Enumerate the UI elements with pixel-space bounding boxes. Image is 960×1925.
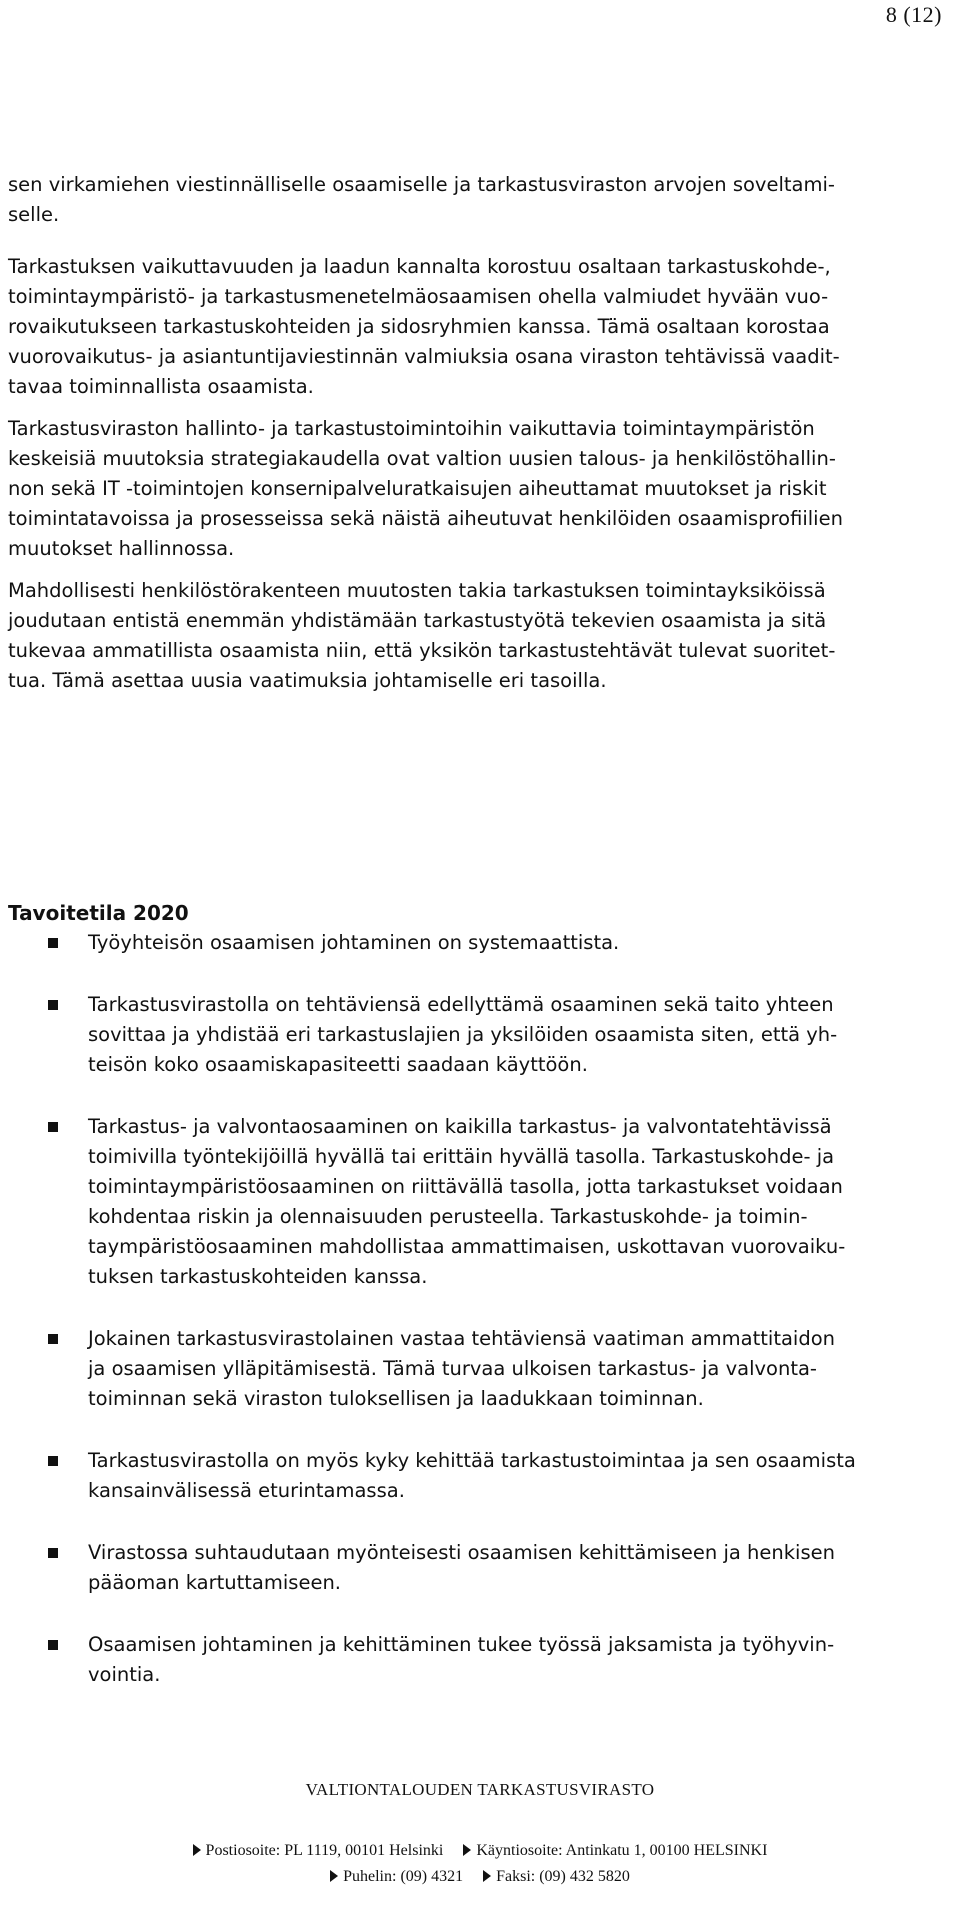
paragraph-2 bbox=[8, 252, 948, 402]
goal-line: toiminnan sekä viraston tuloksellisen ja laadukkaan toiminnan. bbox=[88, 1387, 704, 1410]
paragraph-line: Tarkastusviraston hallinto- ja tarkastustoimintoihin vaikuttavia toimintaympäristön bbox=[8, 417, 815, 440]
goal-item-3 bbox=[8, 1112, 948, 1292]
paragraph-line: joudutaan entistä enemmän yhdistämään tarkastustyötä tekevien osaamista ja sitä bbox=[8, 609, 827, 632]
goal-line: Tarkastusvirastolla on tehtäviensä edellyttämä osaaminen sekä taito yhteen bbox=[88, 993, 834, 1016]
visiting-address: Käyntiosoite: Antinkatu 1, 00100 HELSINKI bbox=[476, 1842, 768, 1859]
square-bullet-icon bbox=[48, 1000, 58, 1010]
page-number: 8 (12) bbox=[885, 2, 942, 27]
paragraph-line: non sekä IT -toimintojen konsernipalveluratkaisujen aiheuttamat muutokset ja riskit bbox=[8, 477, 827, 500]
goal-item-6 bbox=[8, 1538, 948, 1598]
footer-visiting bbox=[463, 1842, 767, 1860]
goal-line: kohdentaa riskin ja olennaisuuden perusteella. Tarkastuskohde- ja toimin- bbox=[88, 1205, 808, 1228]
goal-line: Tarkastus- ja valvontaosaaminen on kaikilla tarkastus- ja valvontatehtävissä bbox=[88, 1115, 832, 1138]
triangle-right-icon bbox=[483, 1870, 491, 1882]
goal-line: pääoman kartuttamiseen. bbox=[88, 1571, 341, 1594]
paragraph-line: selle. bbox=[8, 203, 60, 226]
triangle-right-icon bbox=[463, 1844, 471, 1856]
goal-line: ja osaamisen ylläpitämisestä. Tämä turvaa ulkoisen tarkastus- ja valvonta- bbox=[88, 1357, 817, 1380]
paragraph-line: rovaikutukseen tarkastuskohteiden ja sidosryhmien kanssa. Tämä osaltaan korostaa bbox=[8, 315, 830, 338]
goal-line: sovittaa ja yhdistää eri tarkastuslajien ja yksilöiden osaamista siten, että yh- bbox=[88, 1023, 838, 1046]
postal-address: Postiosoite: PL 1119, 00101 Helsinki bbox=[205, 1842, 444, 1859]
goal-line: Tarkastusvirastolla on myös kyky kehittää tarkastustoimintaa ja sen osaamista bbox=[88, 1449, 856, 1472]
paragraph-line: tavaa toiminnallista osaamista. bbox=[8, 375, 314, 398]
footer-postal bbox=[193, 1842, 444, 1860]
phone-number: Puhelin: (09) 4321 bbox=[343, 1868, 464, 1885]
goal-line: Virastossa suhtaudutaan myönteisesti osaamisen kehittämiseen ja henkisen bbox=[88, 1541, 835, 1564]
goal-item-5 bbox=[8, 1446, 948, 1506]
goal-item-2 bbox=[8, 990, 948, 1080]
footer-address-row bbox=[0, 1842, 960, 1860]
goal-line: tuksen tarkastuskohteiden kanssa. bbox=[88, 1265, 428, 1288]
goal-line: toimivilla työntekijöillä hyvällä tai erittäin hyvällä tasolla. Tarkastuskohde- ja bbox=[88, 1145, 835, 1168]
square-bullet-icon bbox=[48, 938, 58, 948]
goal-line: Osaamisen johtaminen ja kehittäminen tukee työssä jaksamista ja työhyvin- bbox=[88, 1633, 835, 1656]
goal-item-4 bbox=[8, 1324, 948, 1414]
footer-phone bbox=[330, 1868, 463, 1886]
goal-line: Työyhteisön osaamisen johtaminen on systemaattista. bbox=[88, 931, 620, 954]
goal-item-7 bbox=[8, 1630, 948, 1690]
square-bullet-icon bbox=[48, 1334, 58, 1344]
goals-heading: Tavoitetila 2020 bbox=[8, 901, 189, 925]
paragraph-line: vuorovaikutus- ja asiantuntijaviestinnän valmiuksia osana viraston tehtävissä vaadit- bbox=[8, 345, 840, 368]
footer-contact-row bbox=[0, 1868, 960, 1886]
goal-line: vointia. bbox=[88, 1663, 161, 1686]
paragraph-line: toimintatavoissa ja prosesseissa sekä näistä aiheutuvat henkilöiden osaamisprofiilien bbox=[8, 507, 843, 530]
paragraph-line: toimintaympäristö- ja tarkastusmenetelmäosaamisen ohella valmiudet hyvään vuo- bbox=[8, 285, 829, 308]
footer-organization: VALTIONTALOUDEN TARKASTUSVIRASTO bbox=[305, 1780, 655, 1799]
footer-fax bbox=[483, 1868, 630, 1886]
paragraph-4 bbox=[8, 576, 948, 696]
goal-line: Jokainen tarkastusvirastolainen vastaa tehtäviensä vaatiman ammattitaidon bbox=[88, 1327, 835, 1350]
square-bullet-icon bbox=[48, 1456, 58, 1466]
goal-item-1 bbox=[8, 928, 948, 958]
paragraph-line: Tarkastuksen vaikuttavuuden ja laadun kannalta korostuu osaltaan tarkastuskohde-, bbox=[8, 255, 831, 278]
paragraph-line: keskeisiä muutoksia strategiakaudella ovat valtion uusien talous- ja henkilöstöhallin- bbox=[8, 447, 836, 470]
paragraph-line: muutokset hallinnossa. bbox=[8, 537, 235, 560]
square-bullet-icon bbox=[48, 1548, 58, 1558]
paragraph-line: Mahdollisesti henkilöstörakenteen muutosten takia tarkastuksen toimintayksiköissä bbox=[8, 579, 826, 602]
triangle-right-icon bbox=[330, 1870, 338, 1882]
paragraph-line: tua. Tämä asettaa uusia vaatimuksia johtamiselle eri tasoilla. bbox=[8, 669, 607, 692]
paragraph-line: tukevaa ammatillista osaamista niin, että yksikön tarkastustehtävät tulevat suoritet- bbox=[8, 639, 836, 662]
goal-line: teisön koko osaamiskapasiteetti saadaan käyttöön. bbox=[88, 1053, 588, 1076]
fax-number: Faksi: (09) 432 5820 bbox=[496, 1868, 630, 1885]
goal-line: toimintaympäristöosaaminen on riittävällä tasolla, jotta tarkastukset voidaan bbox=[88, 1175, 843, 1198]
paragraph-line: sen virkamiehen viestinnälliselle osaamiselle ja tarkastusviraston arvojen soveltami- bbox=[8, 173, 835, 196]
square-bullet-icon bbox=[48, 1122, 58, 1132]
paragraph-3 bbox=[8, 414, 948, 564]
goal-line: taympäristöosaaminen mahdollistaa ammattimaisen, uskottavan vuorovaiku- bbox=[88, 1235, 846, 1258]
triangle-right-icon bbox=[193, 1844, 201, 1856]
square-bullet-icon bbox=[48, 1640, 58, 1650]
paragraph-1 bbox=[8, 170, 948, 230]
goal-line: kansainvälisessä eturintamassa. bbox=[88, 1479, 405, 1502]
